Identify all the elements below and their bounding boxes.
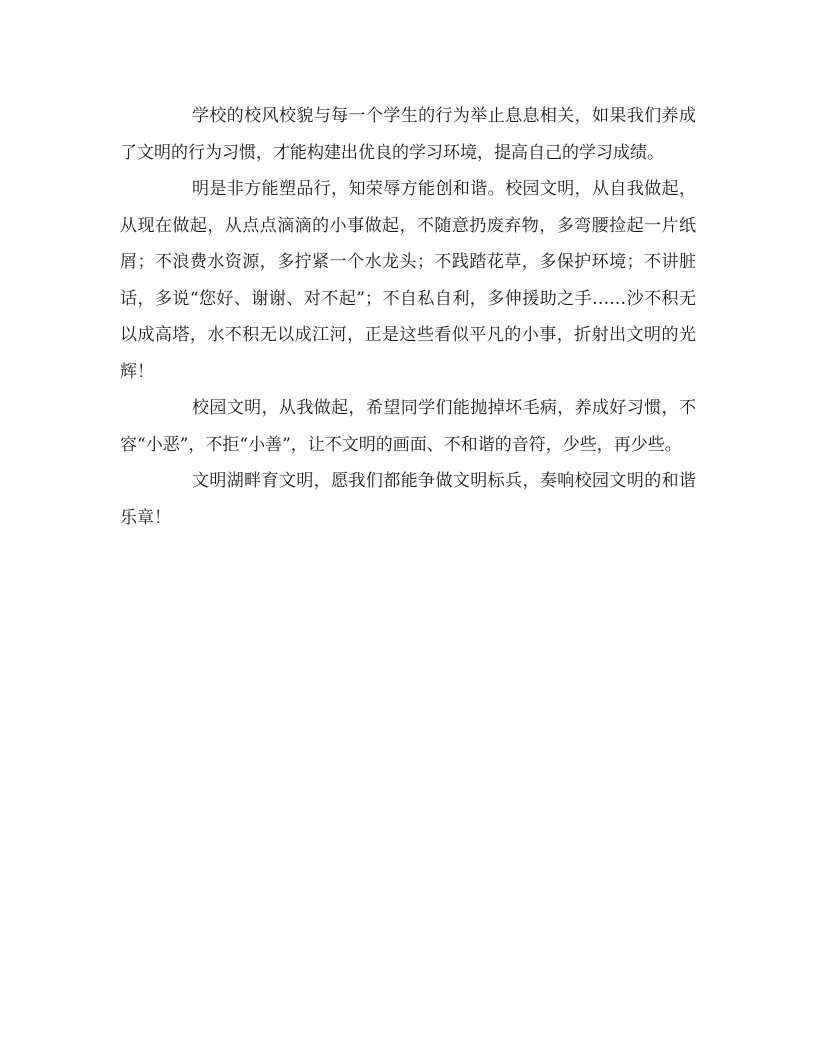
paragraph-good-habits: 校园文明，从我做起，希望同学们能抛掉坏毛病，养成好习惯，不容“小恶”，不拒“小善”，让不文明的画面、不和谐的音符，少些，再少些。: [120, 398, 696, 455]
paragraph-school-spirit: 学校的校风校貌与每一个学生的行为举止息息相关，如果我们养成了文明的行为习惯，才能构建出优良的学习环境，提高自己的学习成绩。: [120, 106, 696, 163]
paragraph-closing: 文明湖畔育文明，愿我们都能争做文明标兵，奏响校园文明的和谐乐章！: [120, 471, 696, 528]
document-body: [120, 98, 696, 536]
paragraph-start-with-self: 明是非方能塑品行，知荣辱方能创和谐。校园文明，从自我做起，从现在做起，从点点滴滴的小事做起，不随意扔废弃物，多弯腰捡起一片纸屑；不浪费水资源，多拧紧一个水龙头；不践踏花草，多保护环境；不讲脏话，多说“您好、谢谢、对不起”；不自私自利，多伸援助之手……沙不积无以成高塔，水不积无以成江河，正是这些看似平凡的小事，折射出文明的光辉！: [120, 179, 696, 382]
